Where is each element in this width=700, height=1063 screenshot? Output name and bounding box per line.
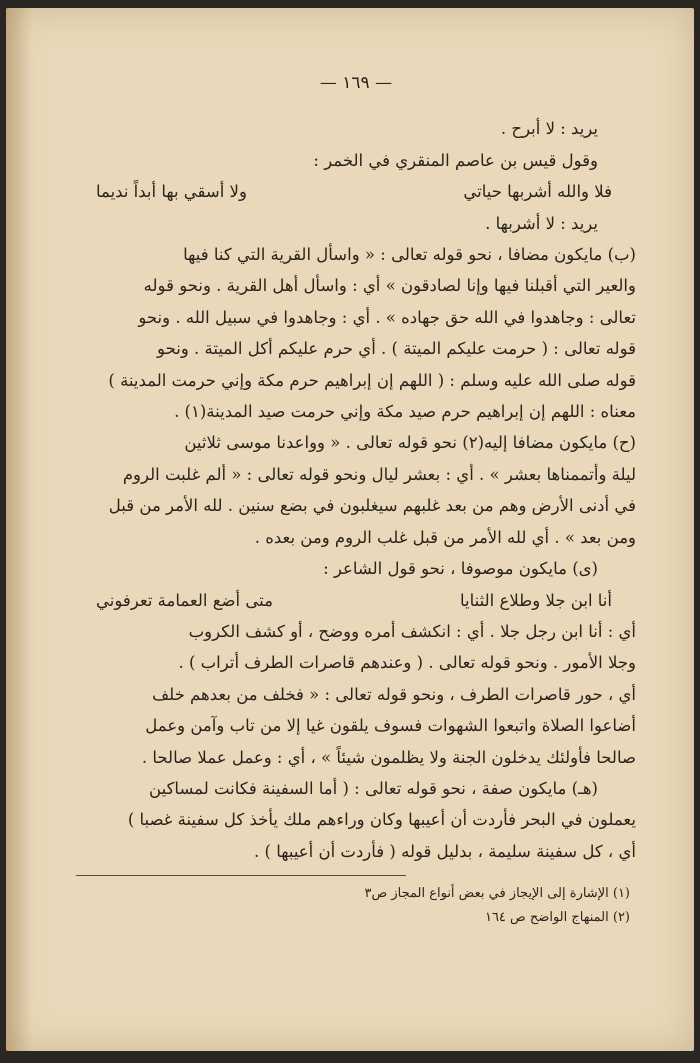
text-line: وجلا الأمور . ونحو قوله تعالى . ( وعندهم قاصرات الطرف أتراب ) . bbox=[178, 653, 636, 673]
text-line: (ب) مايكون مضافا ، نحو قوله تعالى : « واسأل القرية التي كنا فيها bbox=[183, 245, 636, 265]
text-line: والعير التي أقبلنا فيها وإنا لصادقون » أي : واسأل أهل القرية . ونحو قوله bbox=[143, 276, 636, 296]
text-line: أي ، حور قاصرات الطرف ، ونحو قوله تعالى : « فخلف من بعدهم خلف bbox=[152, 684, 636, 704]
text-line: صالحا فأولئك يدخلون الجنة ولا يظلمون شيئاً » ، أي : وعمل عملا صالحا . bbox=[141, 747, 636, 767]
hemistich: فلا والله أشربها حياتي bbox=[463, 182, 612, 202]
text-line: يعملون في البحر فأردت أن أعيبها وكان وراءهم ملك يأخذ كل سفينة غصبا ) bbox=[127, 810, 636, 830]
verse-line bbox=[76, 176, 636, 207]
page-number: — ١٦٩ — bbox=[319, 73, 393, 93]
hemistich: ولا أسقي بها أبداً نديما bbox=[96, 182, 247, 202]
verse-line bbox=[76, 585, 636, 616]
footnote: (٢) المنهاج الواضح ص ١٦٤ bbox=[484, 910, 630, 926]
text-line: معناه : اللهم إن إبراهيم حرم صيد مكة وإني حرمت صيد المدينة(١) . bbox=[174, 402, 636, 422]
text-line: قوله صلى الله عليه وسلم : ( اللهم إن إبراهيم حرم مكة وإني حرمت المدينة ) bbox=[108, 370, 636, 390]
text-line: وقول قيس بن عاصم المنقري في الخمر : bbox=[313, 150, 598, 170]
text-line: ومن بعد » . أي لله الأمر من قبل غلب الروم ومن بعده . bbox=[254, 527, 636, 547]
page-content bbox=[76, 68, 636, 930]
text-line: قوله تعالى : ( حرمت عليكم الميتة ) . أي حرم عليكم أكل الميتة . ونحو bbox=[157, 339, 636, 359]
footnote: (١) الإشارة إلى الإيجاز في بعض أنواع المجاز ص٣ bbox=[364, 886, 630, 902]
book-page bbox=[6, 8, 694, 1051]
text-line: أي : أنا ابن رجل جلا . أي : انكشف أمره ووضح ، أو كشف الكروب bbox=[188, 621, 636, 641]
text-line: تعالى : وجاهدوا في الله حق جهاده » . أي : وجاهدوا في سبيل الله . ونحو bbox=[138, 307, 636, 327]
text-line: يريد : لا أشربها . bbox=[485, 213, 598, 233]
text-line: في أدنى الأرض وهم من بعد غلبهم سيغلبون في بضع سنين . لله الأمر من قبل bbox=[108, 496, 636, 516]
hemistich: أنا ابن جلا وطلاع الثنايا bbox=[460, 590, 612, 610]
text-line: (ح) مايكون مضافا إليه(٢) نحو قوله تعالى . « وواعدنا موسى ثلاثين bbox=[184, 433, 636, 453]
page-edge-stain bbox=[6, 8, 32, 1051]
text-line: أضاعوا الصلاة واتبعوا الشهوات فسوف يلقون غيا إلا من تاب وآمن وعمل bbox=[145, 716, 636, 736]
text-line: أي ، كل سفينة سليمة ، بدليل قوله ( فأردت أن أعيبها ) . bbox=[254, 841, 636, 861]
text-line: (هـ) مايكون صفة ، نحو قوله تعالى : ( أما السفينة فكانت لمساكين bbox=[149, 778, 598, 798]
body-text bbox=[76, 113, 636, 867]
hemistich: متى أضع العمامة تعرفوني bbox=[96, 590, 273, 610]
text-line: ليلة وأتممناها بعشر » . أي : بعشر ليال ونحو قوله تعالى : « ألم غلبت الروم bbox=[122, 464, 636, 484]
text-line: يريد : لا أبرح . bbox=[500, 119, 598, 139]
footnote-separator bbox=[76, 875, 406, 876]
footnotes bbox=[76, 882, 636, 930]
text-line: (ى) مايكون موصوفا ، نحو قول الشاعر : bbox=[323, 559, 598, 579]
